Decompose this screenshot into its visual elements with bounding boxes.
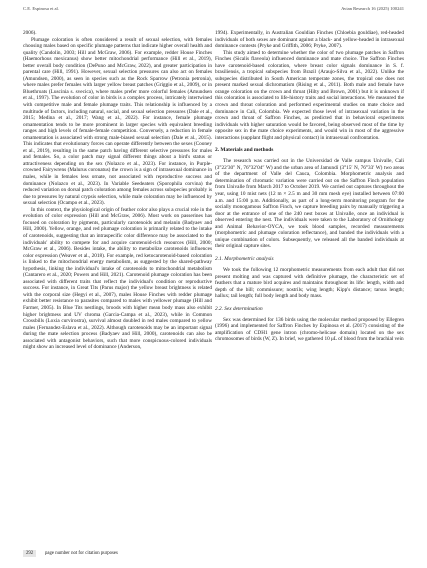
subsection-heading: 2.1. Morphometric analysis xyxy=(215,255,274,262)
header-authors: C.E. Espinosa et al. xyxy=(23,6,59,11)
footer-note: page number not for citation purposes xyxy=(45,551,118,556)
paragraph: The research was carried out in the Universidad de Valle campus Univalle, Cali (3°22′30″ N, 76°32′04″ W) and the urban area of Jamundí (3°15′ N, 76°33′ W) two areas of the department of Valle del Cauca, Colombia. Morphometric analysis and determination of chromatic variation were carried out on the Saffron Finch population from Univalle from March 2017 to October 2019. We carried out captures throughout the year, using 10 mist nets (12 m × 2.5 m and 30 mm mesh eye) installed between 07:00 a.m. and 15:00 p.m. Additionally, as part of a long-term monitoring program for the socially monogamous Saffron Finch, we capture breeding pairs by manually triggering a door at the entrance of one of the 240 nest boxes at Univalle, once an individual is observed entering the nest. The individuals were taken to the Laboratory of Ornithology and Animal Behavior-OYCA, we took blood samples, recorded measurements (morphometric and plumage coloration reflectance), and banded the individuals with a unique combination of colors. Subsequently, we released all the banded individuals at their original capture sites. xyxy=(215,158,404,250)
subsection-heading: 2.2. Sex determination xyxy=(215,305,263,312)
paragraph: 1994). Experimentally, in Australian Gouldian Finches (Chloebia gouldiae), red-headed individuals of both sexes are dominant against a black- and yellow-headed in intrasexual dominance contests (Pryke and Griffith, 2006; Pryke, 2007). xyxy=(215,30,404,50)
running-header xyxy=(23,6,404,16)
section-heading: 2. Materials and methods xyxy=(215,147,274,154)
paragraph: Sex was determined for 136 birds using the molecular method proposed by Ellegren (1996) and implemented for Saffron Finches by Espinosa et al. (2017) consisting of the amplification of CDH1 gene intron (chromo-helicase domain) located on the sex chromosomes of birds (W, Z). In brief, we gathered 10 μL of blood from the brachial vein xyxy=(215,316,404,343)
right-column xyxy=(215,30,404,343)
left-column xyxy=(23,30,212,351)
paragraph: 2006). xyxy=(23,30,37,36)
page-number: 292 xyxy=(23,550,36,557)
page-footer xyxy=(23,550,403,560)
paragraph: Plumage coloration is often considered a result of sexual selection, with females choosing males based on specific plumage patterns that indicate higher overall health and quality (Candolin, 2003; Hill and McGraw, 2006). For example, redder House Finches (Haemorhous mexicanus) show better mitochondrial performance (Hill et al., 2019), better overall body condition (DePuno and McGraw, 2022), and greater participation in parental care (Hill, 1991). However, sexual selection pressures can also act on females (Amundsen, 2000), as seen in species such as the Rock Sparrow (Petronia petronia), where males prefer females with larger yellow breast patches (Griggio et al., 2009), or in Bluethroats (Luscinia s. svecica), where males prefer more colorful females (Amundsen et al., 1997). The evolution of color in birds is a complex process, intricately intertwined with competitive male and female plumage traits. This relationship is influenced by a multitude of factors, including natural, social, and sexual selection pressures (Dale et al., 2015; Medina et al., 2017; Wang et al., 2022). For instance, female plumage ornamentation tends to be more prominent in larger species with equivalent breeding ranges and high levels of female-female competition. Conversely, a reduction in female ornamentation is associated with strong male-biased sexual selection (Dale et al., 2015). This indicates that evolutionary forces can operate differently between the sexes (Cooney et al., 2019), resulting in the same patch having different selective pressures for males and females. So, a color patch may signal different things about a bird's status or attractiveness depending on the sex (Nolazco et al., 2023). For instance, in Purple-crowned Fairywrens (Malurus coronatus) the crown is a sign of intrasexual dominance in males, while in females less ornate, not associated with reproductive success and dominance (Nolazco et al., 2023). In Variable Seedeaters (Sporophila corvina) the reduced variation on dorsal patch coloration among females across subspecies probably is due to pressures by natural crypsis selection, while male coloration may be influenced by sexual selection (Ocampo et al., 2023). xyxy=(23,36,212,207)
header-journal: Avian Research 16 (2025) 100241 xyxy=(341,6,404,11)
paragraph: We took the following 12 morphometric measurements from each adult that did not present molting and was captured with definitive plumage, the characteristic set of feathers that a mature bird acquires and maintains throughout its life: length, width and depth of the bill; commissure; nostrils; wing length; Kipp's distance; tarsus length; hallux; tail length; full body length and body mass. xyxy=(215,266,404,300)
paragraph: In this context, the physiological origin of feather color also plays a crucial role in the evolution of color expression (Hill and McGraw, 2006). Most work on passerines has focused on coloration by pigments, particularly carotenoids and melanin (Badyaev and Hill, 2000). Yellow, orange, and red plumage coloration is primarily related to the intake of carotenoids, suggesting that an intraspecific color difference may be associated to the individuals' ability to compete for and acquire carotenoid-rich resources (Hill, 2000; McGraw et al., 2006). Besides intake, the ability to metabolize carotenoids influences color expression (Weaver et al., 2018). For example, red ketocarotenoid-based coloration is linked to the mitochondrial energy metabolism, as suggested by the shared-pathway hypothesis, linking the individual's intake of carotenoids to mitochondrial metabolism (Cantarero et al., 2020; Powers and Hill, 2021). Carotenoid plumage coloration has been associated with different traits that reflect the individual's condition or reproductive success. For instance, in Great Tits (Parus major) the yellow breast brightness is related with the corporal size (Hegyi et al., 2007), males House Finches with redder plumage exhibit better resistance to parasites compared to males with yellower plumage (Hill and Farmer, 2005). In Blue Tits nestlings, broods with higher mean body mass also exhibit higher brightness and UV chroma (Garcia-Campa et al., 2023), while in Common Crossbills (Loxia curvirostra), survival almost doubled in red males compared to yellow males (Fernandez-Eslava et al., 2022). Although carotenoids may be an important signal during the mate selection process (Badyaev and Hill, 2000), carotenoids can also be associated with antagonist behaviors, such that more conspicuous-colored individuals might show an increased level of dominance (Anderson, xyxy=(23,206,212,351)
paragraph: This study aimed to determine whether the color of two plumage patches in Saffron Finches (Sicalis flaveola) influenced dominance and mate choice. The Saffron Finches have carotenoid-based coloration, where breast color signals dominance in S. f. brasiliensis, a tropical subspecies from Brazil (Araujo-Silva et al., 2022). Unlike the subspecies distributed in South American temperate zones, the tropical one does not present marked sexual dichromatism (Rising et al., 2011). Both male and female have orange coloration on the crown and throat (Hilty and Brown, 2001) but it is unknown if this coloration is associated to life-history traits and social interactions. We measured the crown and throat coloration and performed experimental studies on mate choice and dominance in Cali, Colombia. We expected those level of intrasexual variation in the crown and throat of Saffron Finches, as predicted that in behavioral experiments individuals with higher saturation would be favored, being observed most of the time by opposite sex in the mate choice experiments, and would win in most of the aggressive interactions (supplant flight and physical contact) in intrasexual confrontation. xyxy=(215,49,404,141)
